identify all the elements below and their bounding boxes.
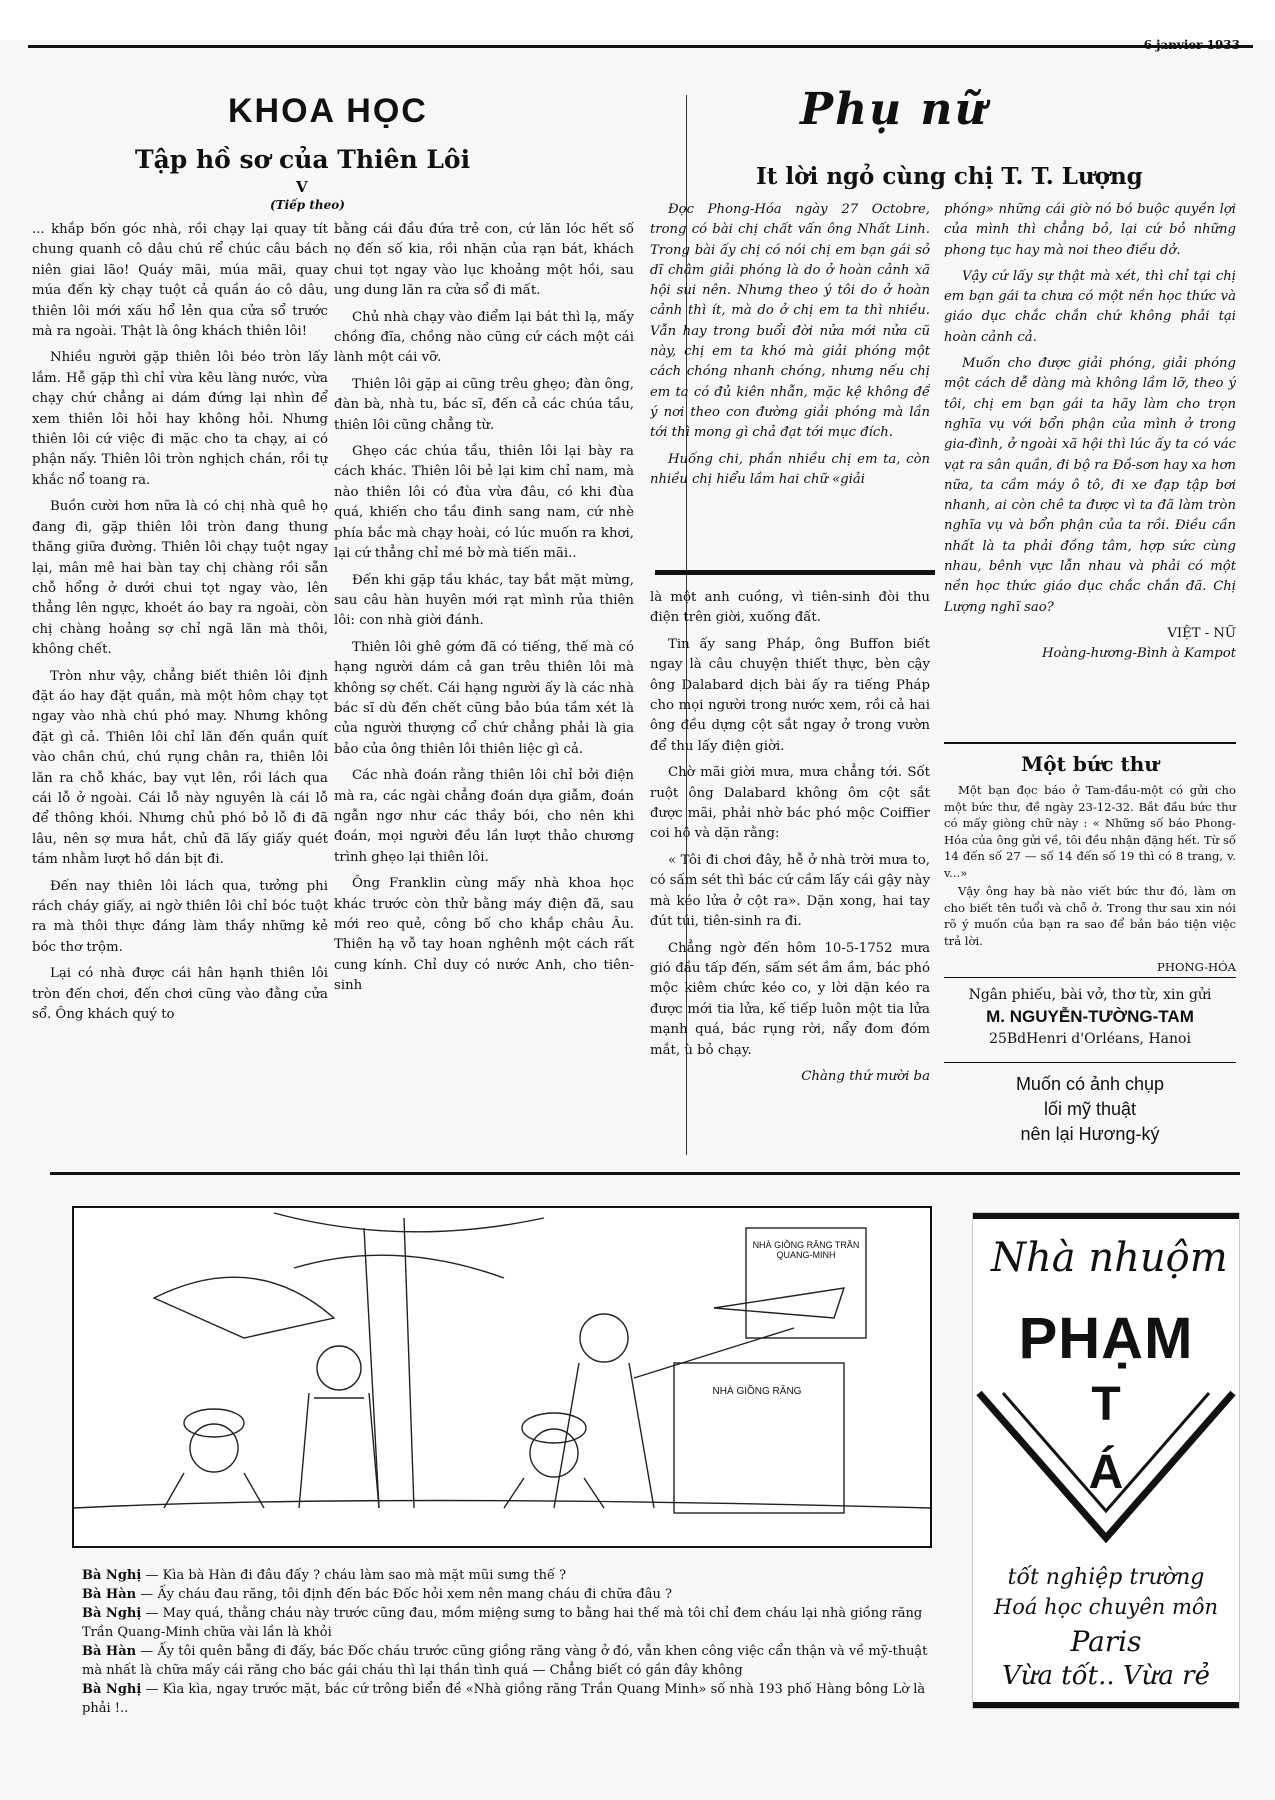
dentist-sign-board: NHÀ GIỒNG RĂNG [712, 1386, 802, 1397]
article-part-number: V [296, 178, 308, 196]
author-signature: VIỆT - NỮ [1167, 625, 1236, 641]
dye-shop-ad [972, 1212, 1240, 1709]
paragraph: Đến nay thiên lôi lách qua, tưởng phi rách cháy giấy, ai ngờ thiên lôi chỉ bóc tuột ra mà thôi thực đáng làm thầy những kẻ bóc thơ trộm. [32, 878, 328, 955]
caption-line [82, 1604, 942, 1642]
photo-ad-line: nên lại Hương-ký [1020, 1124, 1160, 1144]
paragraph: Huống chi, phần nhiều chị em ta, còn nhiều chị hiểu lầm hai chữ «giải [650, 451, 930, 487]
article-continued: (Tiếp theo) [270, 198, 345, 212]
letter-body-2: Vậy ông hay bà nào viết bức thư đó, làm ơn cho biết tên tuổi và chỗ ở. Trong thư sau xin nói rõ ý muốn của bạn ra sao để bản báo tiện việc trả lời. [944, 884, 1236, 948]
paragraph: Tròn như vậy, chẳng biết thiên lôi định đặt áo hay đặt quần, mà một hôm chạy tọt ngay vào nhà chú phó may. Nhưng không đặt gì cả. Thiên lôi chỉ lăn đến quần quít vào chân chú, chú rụng chân ra, thiên lôi lăn ra chỗ khác, bay vụt lên, rồi lách qua cái lỗ ở ngoài. Cái lỗ này nguyên là cái lỗ để thông khói. Nhưng chủ phó bỏ lỗ đi đã lâu, nên sợ mưa hắt, chủ đã lấy giấy quét tám nhằm lượt hồ dán bịt đi. [32, 668, 328, 868]
dialogue: — Kìa kìa, ngay trước mặt, bác cứ trông biển đề «Nhà giồng răng Trần Quang Minh» số nhà 193 phố Hàng bông Lờ là phải !.. [82, 1682, 926, 1716]
photo-ad-line: Muốn có ảnh chụp [1015, 1074, 1165, 1094]
letter-box [944, 752, 1236, 976]
dialogue: — Ấy tôi quên bẵng đi đấy, bác Đốc cháu trước cũng giồng răng vàng ở đó, vẫn khen công việc cẩn thận và về mỹ-thuật mà nhất là chữa mấy cái răng cho bác gái cháu thì lại thần tình quá — Chẳng biết có gần đây không [82, 1644, 928, 1678]
speaker: Bà Nghị [82, 1606, 142, 1621]
paragraph: là một anh cuồng, vì tiên-sinh đòi thu điện trên giời, xuống đất. [650, 590, 930, 626]
dialogue: — May quá, thằng cháu này trước cũng đau, mồm miệng sưng to bằng hai thế mà tôi chỉ đem cháu lại nhà giồng răng Trần Quang-Minh chữa vài lần là khỏi [82, 1606, 923, 1640]
boy-head-left [190, 1424, 238, 1472]
paragraph: bằng cái đầu đứa trẻ con, cứ lăn lóc hết số nọ đến số kia, rồi nhặn của rạn bát, khách chui tọt ngay vào lục khoảng một hồi, sau ung dung lăn ra cửa sổ đi mất. [334, 222, 634, 299]
parasol-icon [714, 1288, 844, 1318]
paragraph: Chờ mãi giời mưa, mưa chẳng tới. Sốt ruột ông Dalabard không ôm cột sắt được mãi, phải nhờ bác phó mộc Coiffier coi hộ và dặn rằng: [650, 765, 930, 842]
ad-brand-letter: Á [1088, 1446, 1124, 1499]
boy-head-right [530, 1429, 578, 1477]
dentist-sign-top: NHÀ GIỒNG RĂNG TRẦN QUANG-MINH [752, 1240, 860, 1260]
woman-head [580, 1314, 628, 1362]
section-phu-nu: Phụ nữ [800, 84, 989, 135]
girl-body [299, 1393, 379, 1508]
paragraph: Chẳng ngờ đến hôm 10-5-1752 mưa gió đầu tấp đến, sấm sét ầm ầm, bác phó mộc kiêm chức kéo co, y lời dặn kéo ra được mới tia lửa, kế tiếp luôn một tia lửa mạnh quá, bác rụng rời, nẩy đom đóm mắt, ù bỏ chạy. [650, 940, 930, 1058]
paragraph: Ghẹo các chúa tầu, thiên lôi lại bày ra cách khác. Thiên lôi bẻ lại kim chỉ nam, mà nào thiên lôi có đùa vừa đâu, có khi đùa quá, khiến cho tầu đinh sang nam, cứ nhè phía bắc mà chạy hoài, có lúc muốn ra khơi, lại cứ thẳng chỉ mé bờ mà tiến mãi.. [334, 444, 634, 562]
paragraph: Thiên lôi ghê gớm đã có tiếng, thế mà có hạng người dám cả gan trêu thiên lôi mà không sợ chết. Cái hạng người ấy là các nhà bác sĩ dù đến chết cũng bảo búa tầm xét là của người thượng cổ chứ chẳng phải là gia bảo của ông thiên lôi thiên liệc gì cả. [334, 639, 634, 757]
remit-line: Ngân phiếu, bài vở, thơ từ, xin gửi [968, 987, 1212, 1003]
top-rule [28, 45, 1253, 48]
paragraph: phóng» những cái giờ nó bó buộc quyền lợi của mình thì chẳng bỏ, lại cứ bỏ những phong tục hay mà noi theo điều dở. [944, 202, 1236, 258]
paragraph: Các nhà đoán rằng thiên lôi chỉ bởi điện mà ra, các ngài chẳng đoán dựa giẫm, đoán ngẫn ngơ như các thầy bói, cho nên khi đoán, mọi người đều lần lượt thảo chương trình ghẹo lại thiên lôi. [334, 768, 634, 865]
ad-top-bar [973, 1213, 1239, 1219]
remittance-box [944, 987, 1236, 1047]
letter-title: Một bức thư [1021, 752, 1159, 776]
ad-script-line: tốt nghiệp trường [1007, 1565, 1205, 1590]
umbrella-icon [154, 1277, 334, 1338]
ad-script-heading: Nhà nhuộm [991, 1235, 1228, 1281]
author-signature: Chàng thứ mười ba [801, 1068, 930, 1084]
khoa-hoc-col-1 [32, 220, 328, 1146]
dialogue: — Ấy cháu đau răng, tôi định đến bác Đốc hỏi xem nên mang cháu đi chữa đâu ? [140, 1587, 672, 1602]
ad-script-line: Hoá học chuyên môn [993, 1595, 1219, 1619]
letter-top-rule [944, 742, 1236, 744]
paragraph: Thiên lôi gặp ai cũng trêu ghẹo; đàn ông, đàn bà, nhà tu, bác sĩ, đến cả các chúa tầu, thiên lôi cũng chẳng từ. [334, 376, 634, 433]
ground-line [74, 1501, 930, 1509]
paragraph: Lại có nhà được cái hân hạnh thiên lôi tròn đến chơi, đến chơi cũng vào đằng cửa sổ. Ông khách quý to [32, 966, 328, 1023]
paragraph: Nhiều người gặp thiên lôi béo tròn lấy lắm. Hễ gặp thì chỉ vừa kêu làng nước, vừa chạy chứ chẳng ai dám đứng lại nhìn để xem thiên lôi hỏi hay không hỏi. Nhưng thiên lôi cứ việc đi mặc cho ta chạy, ai có phận nấy. Thiên lôi tròn nghịch chán, rồi tự khắc nổ toang ra. [32, 350, 328, 488]
paragraph: ... khắp bốn góc nhà, rồi chạy lại quay tít chung quanh cô dâu chú rể chúc câu bách niên giai lão! Quáy mãi, múa mãi, quay múa đến kỳ chạy tuột cả quần áo cô dâu, thiên lôi mới xấu hổ lẻn qua cửa sổ trước mà ra ngoài. Thật là ông khách thiên lôi! [32, 222, 328, 340]
remit-name: M. NGUYỄN-TƯỜNG-TAM [986, 1007, 1194, 1026]
khoa-hoc-col-2 [334, 220, 634, 1146]
mid-page-rule [50, 1172, 1240, 1175]
boy-body-right [504, 1478, 604, 1508]
phu-nu-col-b [944, 200, 1236, 740]
foliage [274, 1213, 544, 1278]
ad-brand-name: PHẠM [1018, 1306, 1194, 1371]
paragraph: Đến khi gặp tầu khác, tay bắt mặt mừng, sau câu hàn huyên mới rạt mình rủa thiên lôi: con nhà giời đánh. [334, 572, 634, 629]
ad-bottom-bar [973, 1702, 1239, 1708]
paragraph: Chủ nhà chạy vào điểm lại bát thì lạ, mấy chồng đĩa, chồng nào cũng cứ cách một cái lành một cái vỡ. [334, 309, 634, 366]
letter-signature: PHONG-HÓA [1157, 960, 1236, 974]
photo-ad-line: lối mỹ thuật [1043, 1099, 1137, 1119]
khoa-hoc-col-3 [650, 588, 930, 1148]
phu-nu-col-a [650, 200, 930, 552]
paragraph: Muốn cho được giải phóng, giải phóng một cách dễ dàng mà không lầm lỡ, theo ý tôi, chị em bạn gái ta hãy làm cho trọn nghĩa vụ với bổn phận của mình ở trong gia-đình, ở ngoài xã hội thì lúc ấy ta có vác vạt ra sân quần, đi bộ ra Đồ-sơn hay xa hơn nữa, ta cầm máy ô tô, đi xe đạp tập bơi nhanh, ai còn chê ta được vì ta đã làm tròn nghĩa vụ và bổn phận của ta rồi. Điều cần nhất là ta phải đồng tâm, hợp sức cùng nhau, bênh vực lẫn nhau và phải có một nền học thức giáo dục chắc chắn đã. Chị Lượng nghĩ sao? [944, 356, 1236, 615]
divider-bar [655, 570, 935, 575]
letter-body: Một bạn đọc báo ở Tam-đầu-một có gửi cho một bức thư, đề ngày 23-12-32. Bắt đầu bức thư có mấy giòng chữ này : « Những số báo Phong-Hóa của ông gửi về, tôi đều nhận đặng hết. Từ số 14 đến số 27 — số 14 đến số 19 thì có 8 trang, v. v...» [944, 783, 1236, 880]
ad-brand-letter: T [1091, 1378, 1121, 1431]
photo-ad [944, 1072, 1236, 1147]
author-place: Hoàng-hương-Bình à Kampot [1041, 646, 1236, 662]
remit-address: 25BdHenri d'Orléans, Hanoi [989, 1031, 1191, 1047]
paragraph: Vậy cứ lấy sự thật mà xét, thì chỉ tại chị em bạn gái ta chưa có một nền học thức và giáo dục chắc chắn chứ không phải tại hoàn cảnh cả. [944, 268, 1236, 345]
cartoon-caption [82, 1566, 942, 1718]
caption-line [82, 1642, 942, 1680]
ad-script-city: Paris [1070, 1625, 1142, 1658]
dialogue: — Kìa bà Hàn đi đâu đấy ? cháu làm sao mà mặt mũi sưng thế ? [145, 1568, 567, 1583]
caption-line [82, 1680, 942, 1718]
speaker: Bà Nghị [82, 1682, 142, 1697]
girl-head [317, 1346, 361, 1390]
caption-line [82, 1566, 942, 1585]
photo-ad-rule [944, 1062, 1236, 1063]
caption-line [82, 1585, 942, 1604]
article-title-loi-ngo: It lời ngỏ cùng chị T. T. Lượng [756, 163, 1143, 190]
remit-rule [944, 977, 1236, 978]
paragraph: Buồn cười hơn nữa là có chị nhà quê họ đang đi, gặp thiên lôi tròn đang thung thăng giữa đường. Thiên lôi chạy tuột ngay lại, mân mê hai bàn tay chị chàng rồi sẵn chỗ hổng ở dưới chui tọt ngay vào, lên thẳng lên ngực, khoét áo bay ra ngoài, còn chị chàng hoảng sợ chỉ ngã lăn mà thôi, không chết. [32, 499, 328, 658]
cartoon-panel [72, 1206, 932, 1548]
section-khoa-hoc: KHOA HỌC [228, 92, 428, 130]
boy-hat-right [522, 1413, 586, 1443]
tree-trunk [364, 1218, 414, 1508]
paragraph: Ông Franklin cùng mấy nhà khoa học khác trước còn thử bằng máy điện đã, sau mới reo quẻ, công bố cho khắp châu Âu. Thiên hạ vỗ tay hoan nghênh một cách rất cung kính. Chỉ duy có nước Anh, cho tiên-sinh [334, 876, 634, 994]
speaker: Bà Nghị [82, 1568, 142, 1583]
ad-slogan: Vừa tốt.. Vừa rẻ [1002, 1661, 1210, 1691]
boy-hat-left [184, 1409, 244, 1437]
speaker: Bà Hàn [82, 1644, 137, 1659]
article-title-thien-loi: Tập hồ sơ của Thiên Lôi [135, 145, 471, 174]
speaker: Bà Hàn [82, 1587, 137, 1602]
paragraph: Đọc Phong-Hóa ngày 27 Octobre, trong có bài chị chất vấn ông Nhất Linh. Trong bài ấy chị có nói chị em bạn gái sở dĩ chậm giải phóng là do ở hoàn cảnh xã hội sui nên. Nhưng theo ý tôi do ở hoàn cảnh thì ít, mà do ở chị em ta thì nhiều. Vẫn hay trong buổi đời nửa mới nửa cũ này, chị em ta khó mà giải phóng một cách chóng nhanh chóng, nhưng nếu chị em ta có đủ kiên nhẫn, mặc kệ không để ý nơi theo con đường giải phóng mà lần tới thì mong gì chả đạt tới mục đích. [650, 202, 930, 441]
paragraph: « Tôi đi chơi đây, hễ ở nhà trời mưa to, có sấm sét thì bác cứ cầm lấy cái gậy này mà kéo lửa ở cột ra». Dặn xong, hai tay đút túi, tiên-sinh ra đi. [650, 852, 930, 930]
paragraph: Tin ấy sang Pháp, ông Buffon biết ngay là câu chuyện thiết thực, bèn cậy ông Dalabard dịch bài ấy ra tiếng Pháp cho mọi người trong nước xem, rồi cả hai ông đều dựng cột sắt ngay ở trong vườn để thu lấy điện giời. [650, 636, 930, 754]
